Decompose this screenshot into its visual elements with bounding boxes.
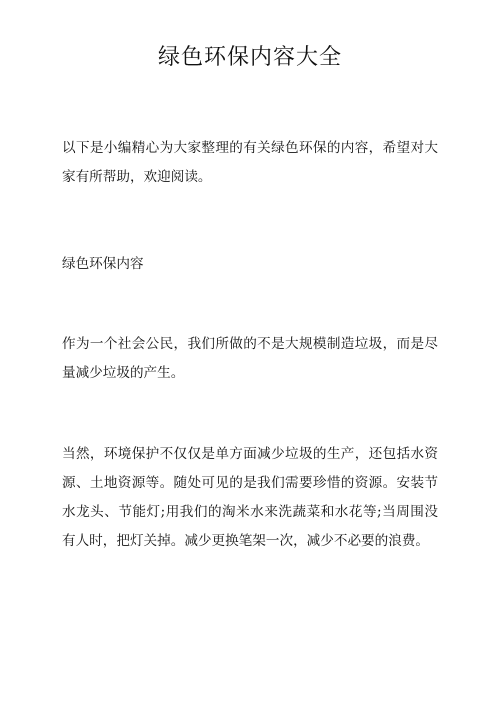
body-paragraph-1: 作为一个社会公民，我们所做的不是大规模制造垃圾，而是尽量减少垃圾的产生。: [62, 336, 438, 381]
body-paragraph-2: 当然，环境保护不仅仅是单方面减少垃圾的生产，还包括水资源、土地资源等。随处可见的是我们需要珍惜的资源。安装节水龙头、节能灯;用我们的淘米水来洗蔬菜和水花等;当周围没有人时，把灯关掉。减少更换笔架一次，减少不必要的浪费。: [62, 446, 438, 549]
section-heading: 绿色环保内容: [62, 256, 144, 272]
intro-paragraph: 以下是小编精心为大家整理的有关绿色环保的内容，希望对大家有所帮助，欢迎阅读。: [62, 140, 438, 185]
document-title: 绿色环保内容大全: [157, 45, 342, 70]
